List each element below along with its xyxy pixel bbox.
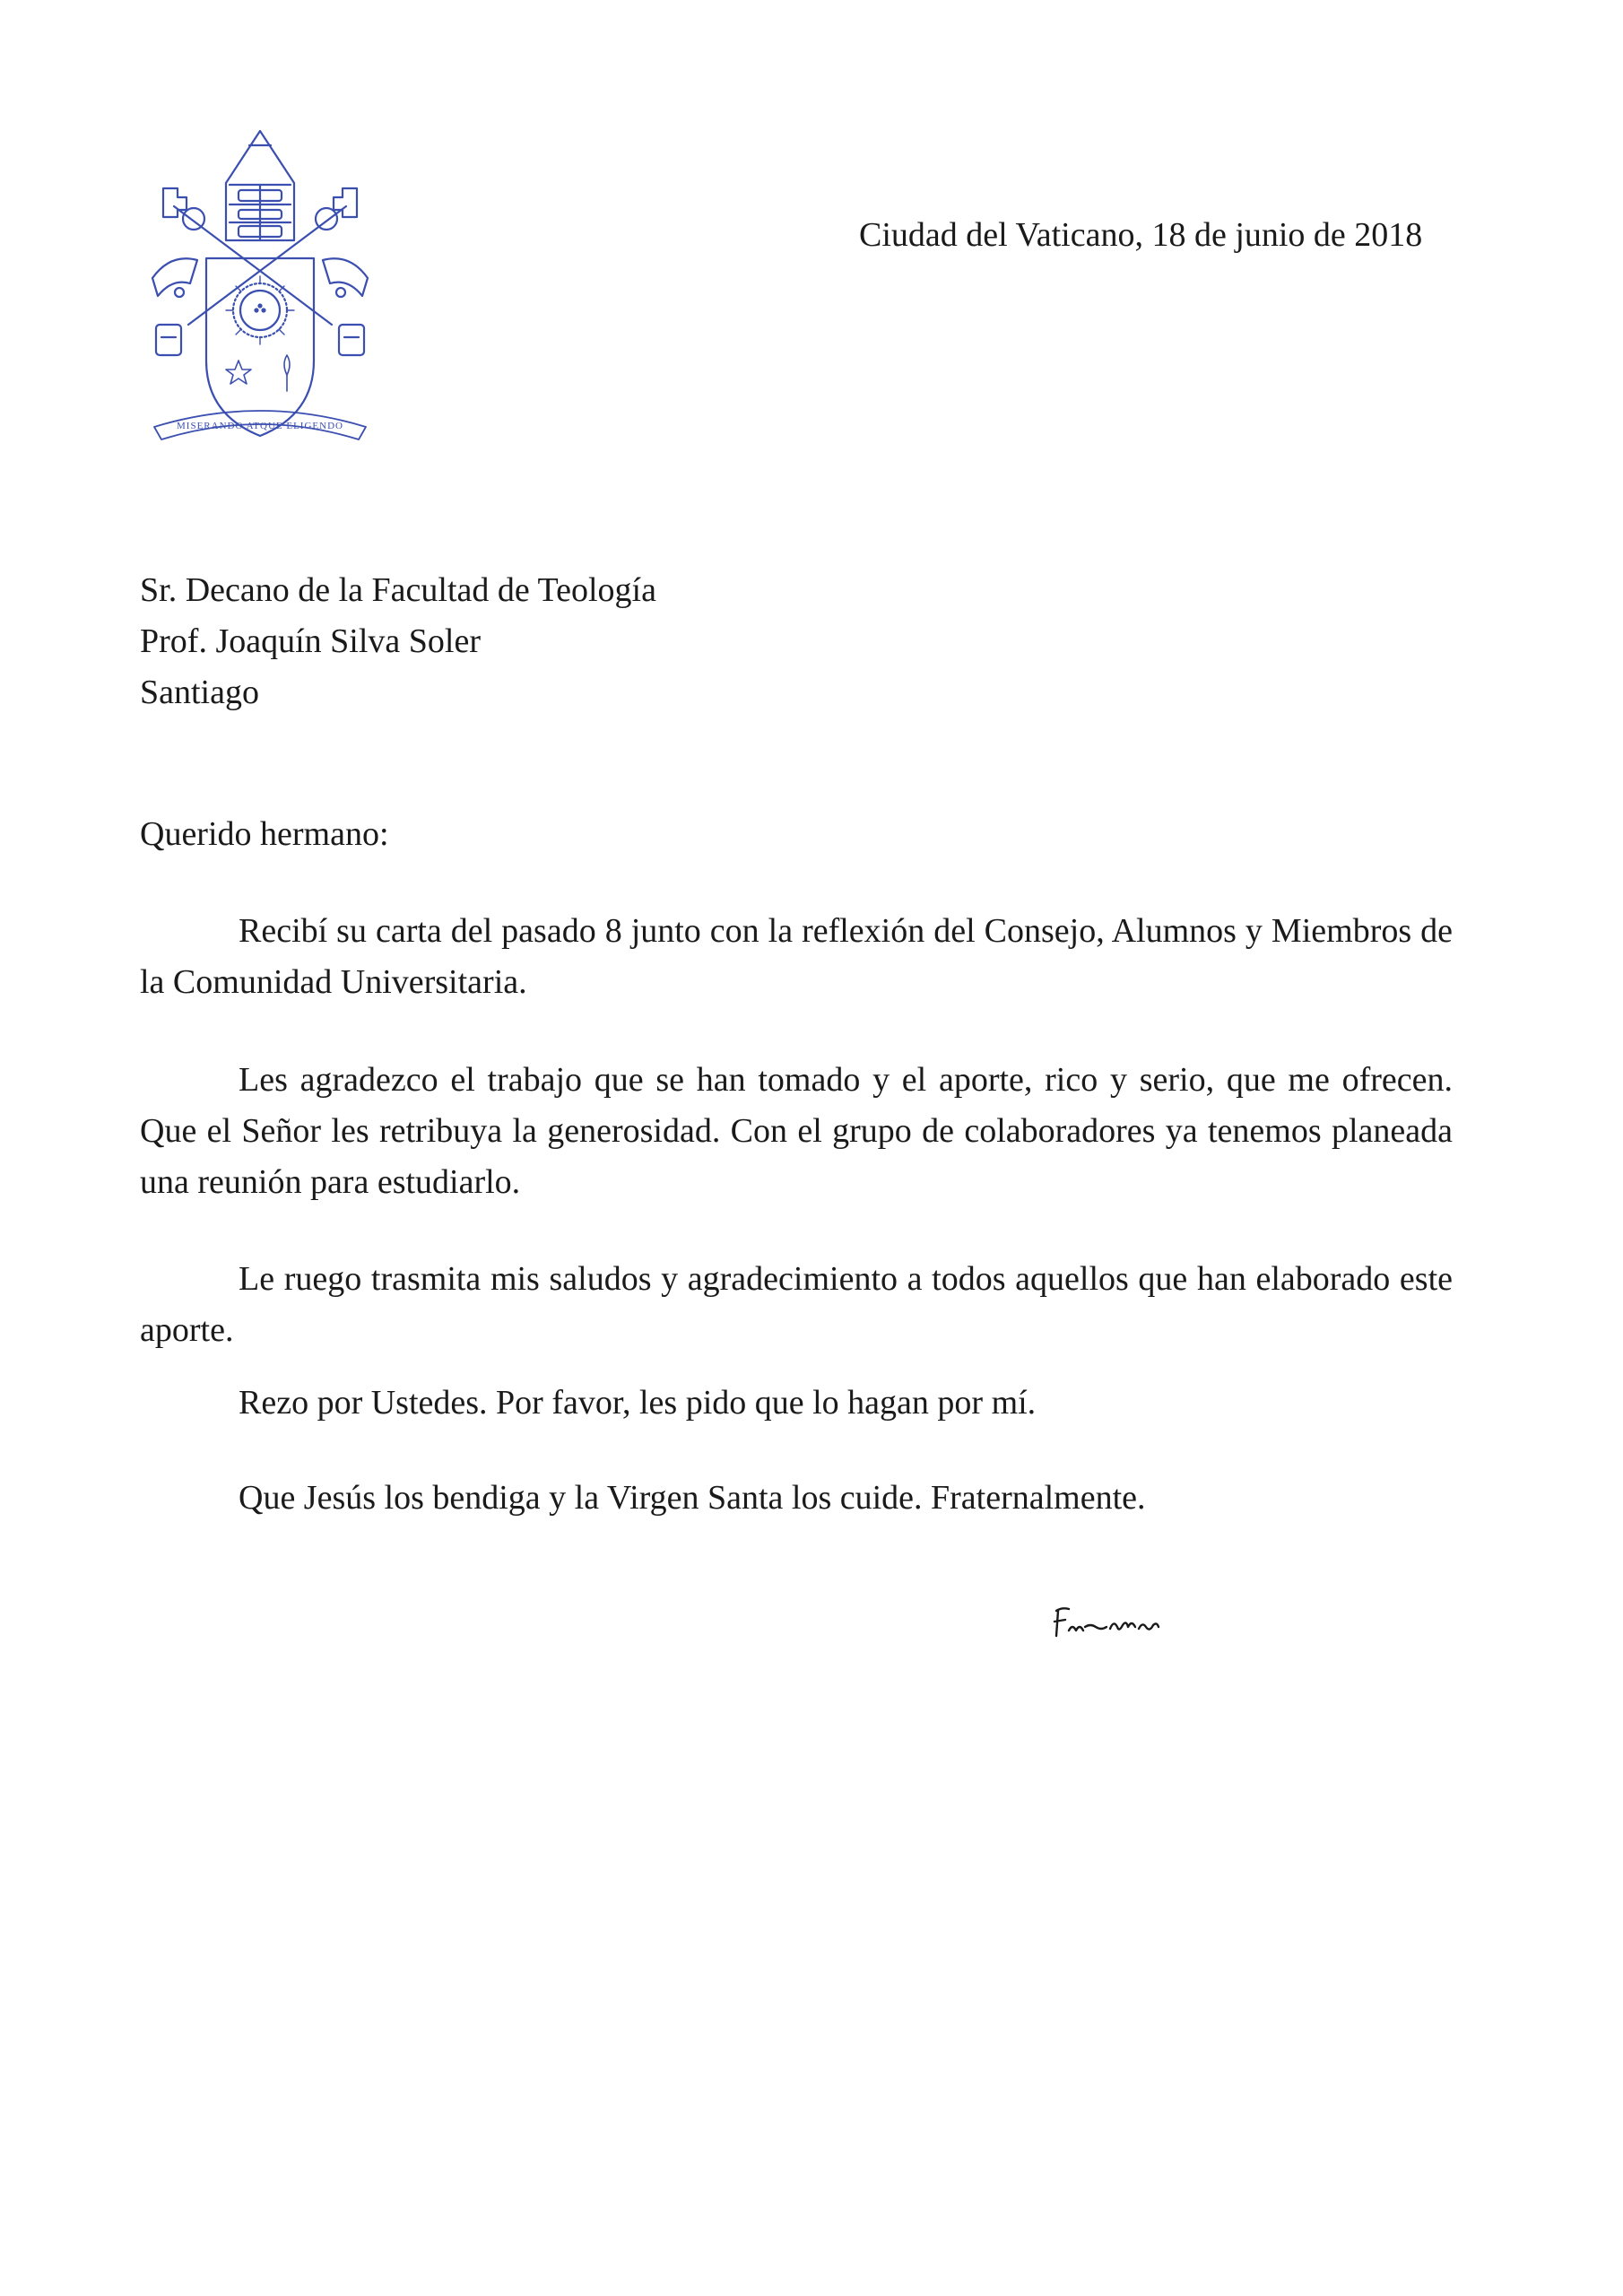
paragraph-4: Rezo por Ustedes. Por favor, les pido que lo hagan por mí. [239,1384,1037,1422]
addressee-block [140,565,656,718]
motto-text: MISERANDO ATQUE ELIGENDO [177,421,343,431]
paragraph-5: Que Jesús los bendiga y la Virgen Santa los cuide. Fraternalmente. [239,1479,1146,1517]
paragraph-2: Les agradezco el trabajo que se han tomado y el aporte, rico y serio, que me ofrecen. Que el Señor les retribuya la generosidad. Con el grupo de colaboradores ya tenemos planeada una reunión para estudiarlo. [140,1061,1453,1201]
paragraph-1: Recibí su carta del pasado 8 junto con la reflexión del Consejo, Alumnos y Miembros de la Comunidad Universitaria. [140,912,1453,1001]
paragraph-3: Le ruego trasmita mis saludos y agradecimiento a todos aquellos que han elaborado este aporte. [140,1260,1453,1349]
addressee-city: Santiago [140,674,259,711]
papal-coat-of-arms-icon [143,126,377,457]
addressee-title: Sr. Decano de la Facultad de Teología [140,571,656,609]
date-line: Ciudad del Vaticano, 18 de junio de 2018 [859,216,1423,254]
salutation: Querido hermano: [140,815,389,853]
addressee-name: Prof. Joaquín Silva Soler [140,622,481,660]
handwritten-signature [1049,1600,1166,1645]
